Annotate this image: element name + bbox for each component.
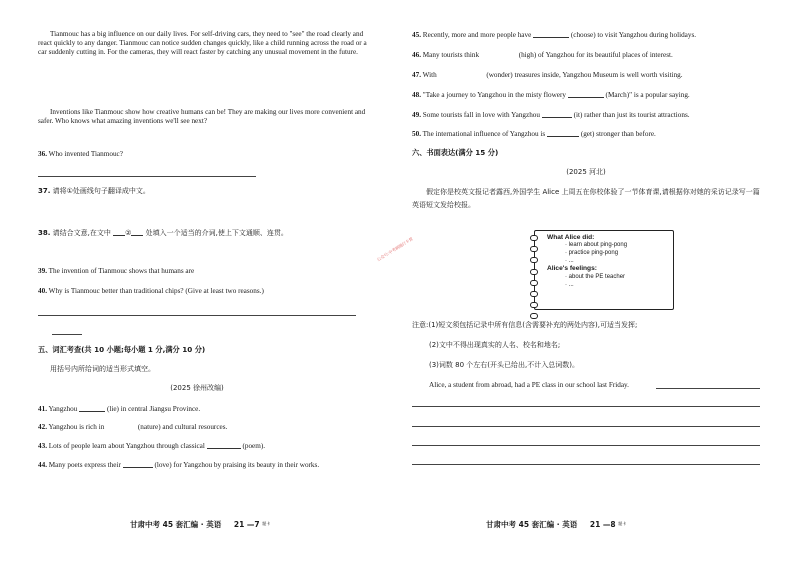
note-2: (2)文中不得出现真实的人名、校名和地名; [429, 341, 561, 349]
item-41: 41. Yangzhou (lie) in central Jiangsu Province. [38, 405, 201, 413]
writing-line-1[interactable] [412, 406, 760, 407]
blank-43[interactable] [207, 441, 241, 449]
ring-icon [530, 313, 538, 319]
section-6-title: 六、书面表达(满分 15 分) [412, 148, 499, 157]
left-footer-tag: 题卡 [262, 521, 271, 526]
blank-45[interactable] [533, 30, 569, 38]
ring-icon [530, 269, 538, 275]
item-50: 50. The international influence of Yangzhou is (get) stronger than before. [412, 130, 656, 138]
item-48: 48. "Take a journey to Yangzhou in the misty flowery (March)" is a popular saying. [412, 91, 690, 99]
interview-notebook [534, 230, 674, 310]
essay-opening: Alice, a student from abroad, had a PE class in our school last Friday. [429, 381, 629, 389]
notebook-item: · ... [565, 257, 574, 264]
notebook-item: · about the PE teacher [565, 273, 626, 280]
note-1: 注意:(1)短文须包括记录中所有信息(含需要补充的两处内容),可适当发挥; [412, 321, 638, 329]
watermark: 公众号:中考刷题打卡营 [376, 236, 414, 263]
left-footer: 甘肃中考 45 套汇编 · 英语 21 —7 $^{题卡}$ [130, 520, 271, 529]
blank-38-b[interactable] [131, 228, 143, 236]
item-44: 44. Many poets express their (love) for Yangzhou by praising its beauty in their works. [38, 461, 320, 469]
writing-line-0[interactable] [656, 388, 760, 389]
notebook-heading-did: What Alice did: [547, 234, 595, 241]
question-36: 36. Who invented Tianmouc? [38, 150, 123, 158]
notebook-item: · ... [565, 281, 574, 288]
question-40: 40. Why is Tianmouc better than traditional chips? (Give at least two reasons.) [38, 287, 264, 295]
blank-38-a[interactable] [113, 228, 125, 236]
item-46: 46. Many tourists think (high) of Yangzhou for its beautiful places of interest. [412, 51, 673, 59]
blank-46[interactable] [481, 50, 517, 58]
notebook-content [547, 234, 627, 289]
writing-line-2[interactable] [412, 426, 760, 427]
passage-paragraph-1: Tianmouc has a big influence on our daily lives. For self-driving cars, they need to "see" the road clearly and react quickly to any danger. Tianmouc can notice sudden changes quickly, like a child running across the road or a car suddenly cutting in. For the cameras, they will react faster by catching any unusual movement in the future. [38, 30, 367, 56]
ring-icon [530, 246, 538, 252]
section-5-title: 五、词汇考查(共 10 小题;每小题 1 分,满分 10 分) [38, 345, 206, 354]
blank-47[interactable] [439, 70, 485, 78]
notebook-item: · practice ping-pong [565, 250, 619, 257]
answer-line-40-a[interactable] [38, 315, 356, 316]
item-42: 42. Yangzhou is rich in (nature) and cultural resources. [38, 423, 228, 431]
item-45: 45. Recently, more and more people have (choose) to visit Yangzhou during holidays. [412, 31, 697, 39]
item-49: 49. Some tourists fall in love with Yangzhou (it) rather than just its tourist attractions. [412, 111, 690, 119]
right-footer-tag: 题卡 [618, 521, 627, 526]
blank-49[interactable] [542, 110, 572, 118]
note-3: (3)词数 80 个左右(开头已给出,不计入总词数)。 [429, 361, 579, 369]
section-6-source: (2025 河北) [566, 168, 606, 176]
right-footer: 甘肃中考 45 套汇编 · 英语 21 —8 $^{题卡}$ [486, 520, 627, 529]
question-38: 38. 请结合文意,在文中 ② 处填入一个适当的介词,使上下文通顺、连贯。 [38, 229, 288, 237]
section-5-source: (2025 徐州改编) [170, 384, 224, 392]
blank-44[interactable] [123, 460, 153, 468]
answer-line-36[interactable] [38, 176, 256, 177]
blank-39[interactable] [196, 266, 242, 274]
section-6-prompt: 假定你是校英文报记者露西,外国学生 Alice 上周五在你校体验了一节体育课,请根据你对她的采访记录写一篇英语短文发给校报。 [412, 188, 760, 210]
writing-line-4[interactable] [412, 464, 760, 465]
writing-line-3[interactable] [412, 445, 760, 446]
notebook-rings [530, 235, 538, 325]
ring-icon [530, 257, 538, 263]
item-47: 47. With (wonder) treasures inside, Yangzhou Museum is well worth visiting. [412, 71, 683, 79]
blank-50[interactable] [547, 129, 579, 137]
section-5-instruction: 用括号内所给词的适当形式填空。 [50, 365, 155, 373]
answer-line-40-b[interactable] [52, 334, 82, 335]
ring-icon [530, 235, 538, 241]
blank-42[interactable] [106, 422, 136, 430]
ring-icon [530, 291, 538, 297]
blank-48[interactable] [568, 90, 604, 98]
passage-paragraph-2: Inventions like Tianmouc show how creative humans can be! They are making our lives more convenient and safer. Who knows what amazing inventions we'll see next? [38, 108, 366, 125]
blank-41[interactable] [79, 404, 105, 412]
ring-icon [530, 302, 538, 308]
question-39: 39. The invention of Tianmouc shows that humans are [38, 266, 242, 276]
ring-icon [530, 280, 538, 286]
notebook-item: · learn about ping-pong [565, 242, 628, 249]
notebook-heading-feelings: Alice's feelings: [547, 265, 597, 273]
item-43: 43. Lots of people learn about Yangzhou through classical (poem). [38, 442, 266, 450]
question-37: 37. 请将①处画线句子翻译成中文。 [38, 187, 150, 195]
